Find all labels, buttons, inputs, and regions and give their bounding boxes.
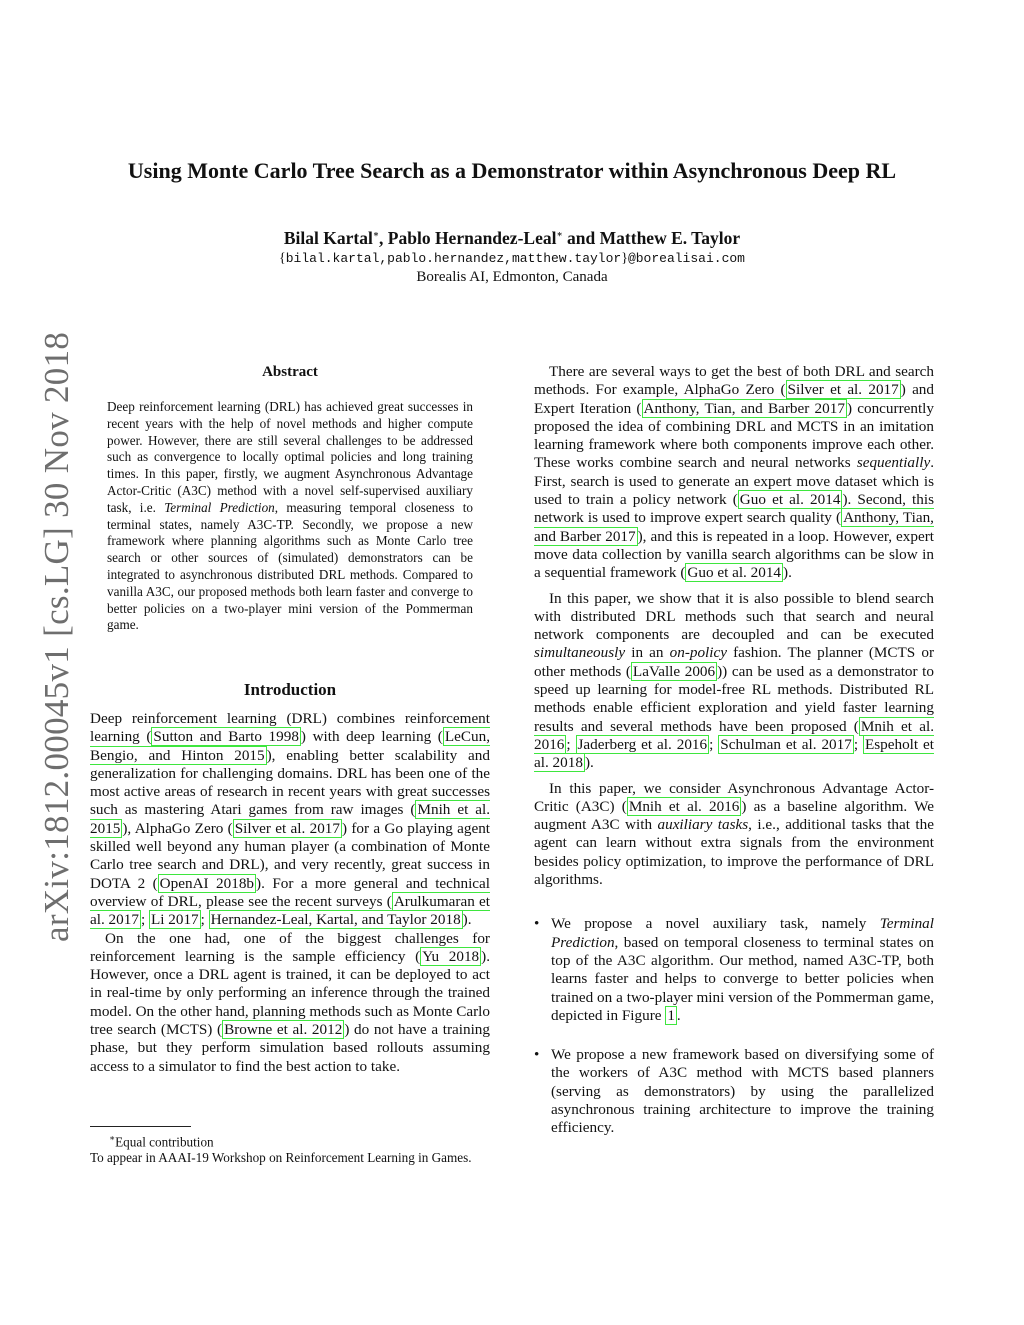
citation-link[interactable]: Arulkumaran et al. 2017 <box>90 892 490 929</box>
author-2: Pablo Hernandez-Leal <box>387 228 557 248</box>
citation-link[interactable]: Hernandez-Leal, Kartal, and Taylor 2018 <box>210 911 461 929</box>
abstract-text: Deep reinforcement learning (DRL) has achieved great successes in recent years with the help of novel methods and higher compute power. However, there are still several challenges to be addressed such as convergence to locally optimal policies and long training times. In this paper, firstly, we augment Asynchronous Advantage Actor-Critic (A3C) method with a novel self-supervised auxiliary task, i.e. <box>107 399 473 515</box>
emphasis: auxiliary tasks <box>657 816 749 834</box>
bullet-icon: • <box>534 1046 540 1064</box>
text: ) for a Go playing agent skilled well beyond any human player (a combination of Monte Carlo tree search and DRL), and very recently, great success in DOTA 2 ( <box>90 819 491 892</box>
text: Deep reinforcement learning (DRL) combines reinforcement learning ( <box>90 710 490 746</box>
emphasis: on-policy <box>669 644 727 662</box>
left-column <box>90 710 490 1076</box>
citation-link[interactable]: Silver et al. 2017 <box>234 819 340 837</box>
email-domain: @borealisai.com <box>627 251 745 266</box>
citation-link[interactable]: OpenAI 2018b <box>159 874 255 892</box>
text: ). <box>783 564 792 582</box>
paper-title: Using Monte Carlo Tree Search as a Demonstrator within Asynchronous Deep RL <box>127 158 897 183</box>
text: ) and Expert Iteration ( <box>534 381 934 417</box>
citation-link[interactable]: Mnih et al. 2016 <box>534 717 935 753</box>
citation-link[interactable]: Yu 2018 <box>422 947 480 965</box>
contribution-list <box>534 915 934 1137</box>
text: ) as a baseline algorithm. We augment A3C with <box>534 797 934 834</box>
text: In this paper, we show that it is also possible to blend search with distributed DRL methods such that search and neural network components are decoupled and can be executed <box>534 589 934 644</box>
footnote-mark: ∗ <box>109 1133 116 1143</box>
text: fashion. The planner (MCTS or other methods ( <box>534 644 935 680</box>
brace-close: } <box>621 251 628 266</box>
author-list <box>0 228 1024 249</box>
right-paragraph-3 <box>534 780 934 890</box>
text: We propose a new framework based on diversifying some of the workers of A3C method with MCTS based planners (serving as demonstrators) by using the parallelized asynchronous training architecture to improve the training efficiency. <box>551 1046 934 1137</box>
intro-paragraph-1 <box>90 710 490 930</box>
abstract-text: , measuring temporal closeness to terminal states, namely A3C-TP. Secondly, we propose a new framework where planning algorithms such as Monte Carlo tree search or other sources of (simulated) demonstrators can be integrated to asynchronous distributed DRL methods. Compared to vanilla A3C, our proposed methods both learn faster and converge to better policies on a two-player mini version of the Pommerman game. <box>107 499 474 633</box>
citation-link[interactable]: Guo et al. 2014 <box>739 491 841 509</box>
text: ). <box>462 911 472 929</box>
abstract-heading: Abstract <box>262 364 318 380</box>
emphasis: sequentially <box>856 454 931 472</box>
figure-link[interactable]: 1 <box>667 1006 675 1024</box>
abstract-body <box>107 399 473 634</box>
text: , based on temporal closeness to terminal states on top of the A3C algorithm. Our method, named A3C-TP, both learns faster and helps to converge to better policies when trained on a two-player mini version of the Pommerman game, depicted in Figure <box>551 933 934 1024</box>
text: ). For a more general and technical overview of DRL, please see the recent surveys ( <box>90 874 491 910</box>
citation-link[interactable]: Mnih et al. 2016 <box>628 797 740 815</box>
text: ; <box>709 735 719 753</box>
citation-link[interactable]: Espeholt et al. 2018 <box>534 735 934 772</box>
footnote-text: Equal contribution <box>115 1134 214 1150</box>
text: . <box>676 1006 681 1024</box>
text: , i.e., additional tasks that the agent can learn without extra signals from the environment besides policy optimization, to improve the performance of DRL algorithms. <box>534 816 934 889</box>
citation-link[interactable]: Jaderberg et al. 2016 <box>577 735 708 753</box>
emphasis: Terminal Prediction <box>551 915 934 951</box>
intro-paragraph-2 <box>90 930 490 1076</box>
citation-link[interactable]: LeCun, Bengio, and Hinton 2015 <box>90 728 490 764</box>
text: ; <box>140 911 149 929</box>
citation-link[interactable]: Mnih et al. 2015 <box>90 801 490 837</box>
equal-contribution-mark: ∗ <box>372 229 380 240</box>
footnote-divider <box>90 1126 191 1127</box>
right-column <box>534 363 934 1138</box>
affiliation: Borealis AI, Edmonton, Canada <box>416 269 608 285</box>
equal-contribution-mark: ∗ <box>556 229 563 240</box>
emphasis: simultaneously <box>534 644 626 662</box>
citation-link[interactable]: Silver et al. 2017 <box>787 381 899 399</box>
citation-link[interactable]: Anthony, Tian, and Barber 2017 <box>534 509 934 545</box>
citation-link[interactable]: Browne et al. 2012 <box>224 1021 343 1039</box>
citation-link[interactable]: Li 2017 <box>150 911 199 929</box>
text: in an <box>625 644 670 662</box>
contribution-item <box>534 915 934 1025</box>
footnote-line-1 <box>90 1130 490 1150</box>
introduction-heading: Introduction <box>243 680 337 699</box>
author-separator: and <box>562 228 600 248</box>
author-separator: , <box>379 228 388 248</box>
text: ; <box>566 735 576 753</box>
text: )) can be used as a demonstrator to speed up learning for model-free RL methods. Distributed RL methods enable efficient exploration and yield faster learning results and several methods have been proposed ( <box>534 662 934 735</box>
footnote <box>90 1130 490 1166</box>
citation-link[interactable]: Sutton and Barto 1998 <box>153 728 299 746</box>
contribution-item <box>534 1046 934 1137</box>
citation-link[interactable]: LaValle 2006 <box>632 662 716 680</box>
arxiv-identifier: arXiv:1812.00045v1 [cs.LG] 30 Nov 2018 <box>37 331 76 942</box>
text: ). Second, this network is used to improve expert search quality ( <box>534 491 935 527</box>
email-names: bilal.kartal,pablo.hernandez,matthew.taylor <box>285 251 622 266</box>
text: In this paper, we consider Asynchronous Advantage Actor-Critic (A3C) ( <box>534 779 934 815</box>
text: ; <box>853 735 863 753</box>
text: ) with deep learning ( <box>300 728 443 746</box>
bullet-icon: • <box>534 915 540 933</box>
abstract-emphasis: Terminal Prediction <box>164 499 275 515</box>
footnote-line-2: To appear in AAAI-19 Workshop on Reinforcement Learning in Games. <box>90 1150 472 1166</box>
right-paragraph-2 <box>534 590 934 773</box>
citation-link[interactable]: Schulman et al. 2017 <box>720 735 852 753</box>
author-emails <box>0 251 1024 267</box>
text: . First, search is used to generate an expert move dataset which is used to train a policy network ( <box>534 454 934 509</box>
text: ). <box>584 754 594 772</box>
text: There are several ways to get the best of both DRL and search methods. For example, AlphaGo Zero ( <box>534 363 934 399</box>
text: ; <box>200 911 209 929</box>
text: ), AlphaGo Zero ( <box>122 819 233 837</box>
text: On the one had, one of the biggest challenges for reinforcement learning is the sample efficiency ( <box>90 929 490 965</box>
author-3: Matthew E. Taylor <box>599 228 741 248</box>
right-paragraph-1 <box>534 363 934 583</box>
text: ). However, once a DRL agent is trained, it can be deployed to act in real-time by only performing an inference through the trained model. On the other hand, planning methods such as Monte Carlo tree search (MCTS) ( <box>90 947 490 1039</box>
brace-open: { <box>279 251 286 266</box>
author-1: Bilal Kartal <box>283 228 373 248</box>
citation-link[interactable]: Guo et al. 2014 <box>687 564 782 582</box>
text: ), and this is repeated in a loop. However, expert move data collection by vanilla search algorithms can be slow in a sequential framework ( <box>534 527 935 582</box>
text: ) concurrently proposed the idea of combining DRL and MCTS in an imitation learning framework where both components improve each other. These works combine search and neural networks <box>534 399 934 472</box>
text: ) do not have a training phase, but they perform simulation based rollouts assuming access to a simulator to find the best action to take. <box>90 1021 490 1075</box>
text: We propose a novel auxiliary task, namely <box>551 915 880 933</box>
citation-link[interactable]: Anthony, Tian, and Barber 2017 <box>643 399 845 417</box>
text: ), enabling better scalability and generalization for challenging domains. DRL has been one of the most active areas of research in recent years with great successes such as mastering Atari games from raw images ( <box>90 746 490 819</box>
